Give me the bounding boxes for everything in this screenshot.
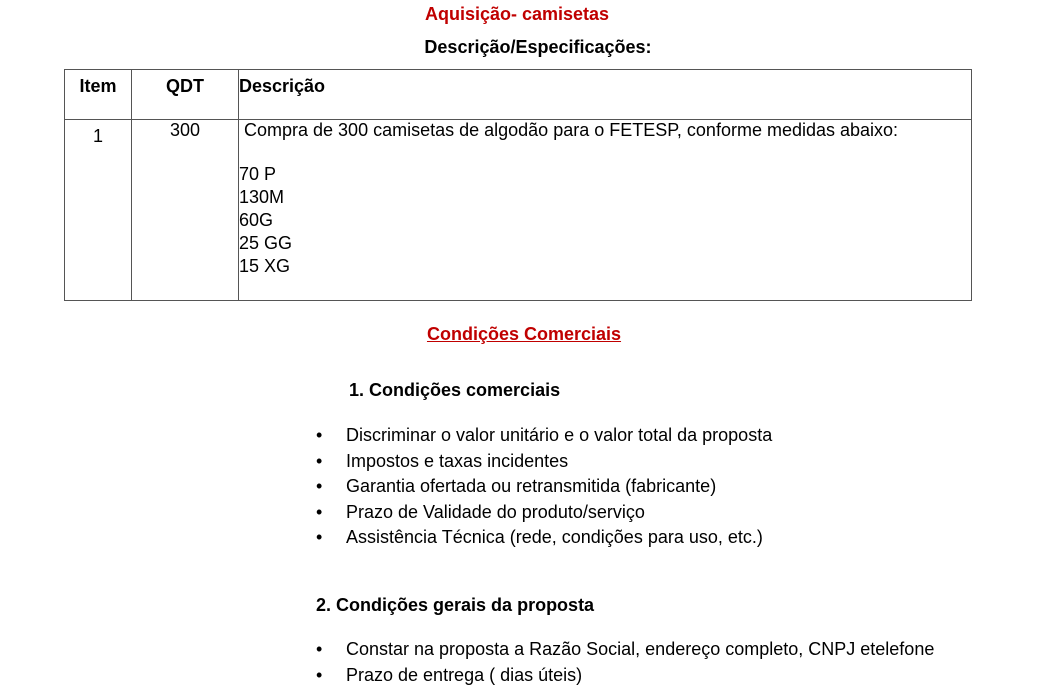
list-item bbox=[316, 474, 772, 500]
list-item-text: Garantia ofertada ou retransmitida (fabricante) bbox=[346, 476, 716, 496]
bullet-icon: • bbox=[316, 525, 322, 551]
list-item bbox=[316, 525, 772, 551]
bullet-icon: • bbox=[316, 663, 322, 688]
section-subtitle: Descrição/Especificações: bbox=[0, 37, 1058, 58]
size-item: 15 XG bbox=[239, 255, 971, 278]
size-list bbox=[239, 163, 971, 278]
header-description: Descrição bbox=[239, 70, 972, 120]
size-item: 130M bbox=[239, 186, 971, 209]
size-item: 25 GG bbox=[239, 232, 971, 255]
cell-description bbox=[239, 120, 972, 301]
list-item-text: Constar na proposta a Razão Social, endereço completo, CNPJ etelefone bbox=[346, 639, 934, 659]
size-item: 70 P bbox=[239, 163, 971, 186]
list-item-text: Prazo de Validade do produto/serviço bbox=[346, 502, 645, 522]
conditions-title: Condições Comerciais bbox=[0, 324, 1048, 345]
cell-item bbox=[65, 120, 132, 301]
list-item-text: Discriminar o valor unitário e o valor total da proposta bbox=[346, 425, 772, 445]
description-text: Compra de 300 camisetas de algodão para o FETESP, conforme medidas abaixo: bbox=[239, 120, 971, 141]
specification-table bbox=[64, 69, 972, 301]
list-item bbox=[316, 423, 772, 449]
list-item bbox=[316, 449, 772, 475]
list-item-text: Assistência Técnica (rede, condições para uso, etc.) bbox=[346, 527, 763, 547]
section2-heading: 2. Condições gerais da proposta bbox=[316, 595, 594, 616]
list-item-text: Impostos e taxas incidentes bbox=[346, 451, 568, 471]
bullet-icon: • bbox=[316, 423, 322, 449]
item-number: 1 bbox=[65, 120, 131, 147]
list-item-text: Prazo de entrega ( dias úteis) bbox=[346, 665, 582, 685]
header-item: Item bbox=[65, 70, 132, 120]
header-qdt: QDT bbox=[132, 70, 239, 120]
table-header-row bbox=[65, 70, 972, 120]
size-item: 60G bbox=[239, 209, 971, 232]
list-item bbox=[316, 500, 772, 526]
bullet-icon: • bbox=[316, 500, 322, 526]
bullet-icon: • bbox=[316, 474, 322, 500]
list-item bbox=[316, 637, 934, 663]
bullet-icon: • bbox=[316, 637, 322, 663]
table-row bbox=[65, 120, 972, 301]
cell-qdt: 300 bbox=[132, 120, 239, 301]
document-title: Aquisição- camisetas bbox=[0, 4, 1034, 25]
section1-list bbox=[316, 423, 772, 551]
section2-list bbox=[316, 637, 934, 688]
list-item bbox=[316, 663, 934, 688]
section1-heading: 1. Condições comerciais bbox=[349, 380, 560, 401]
bullet-icon: • bbox=[316, 449, 322, 475]
